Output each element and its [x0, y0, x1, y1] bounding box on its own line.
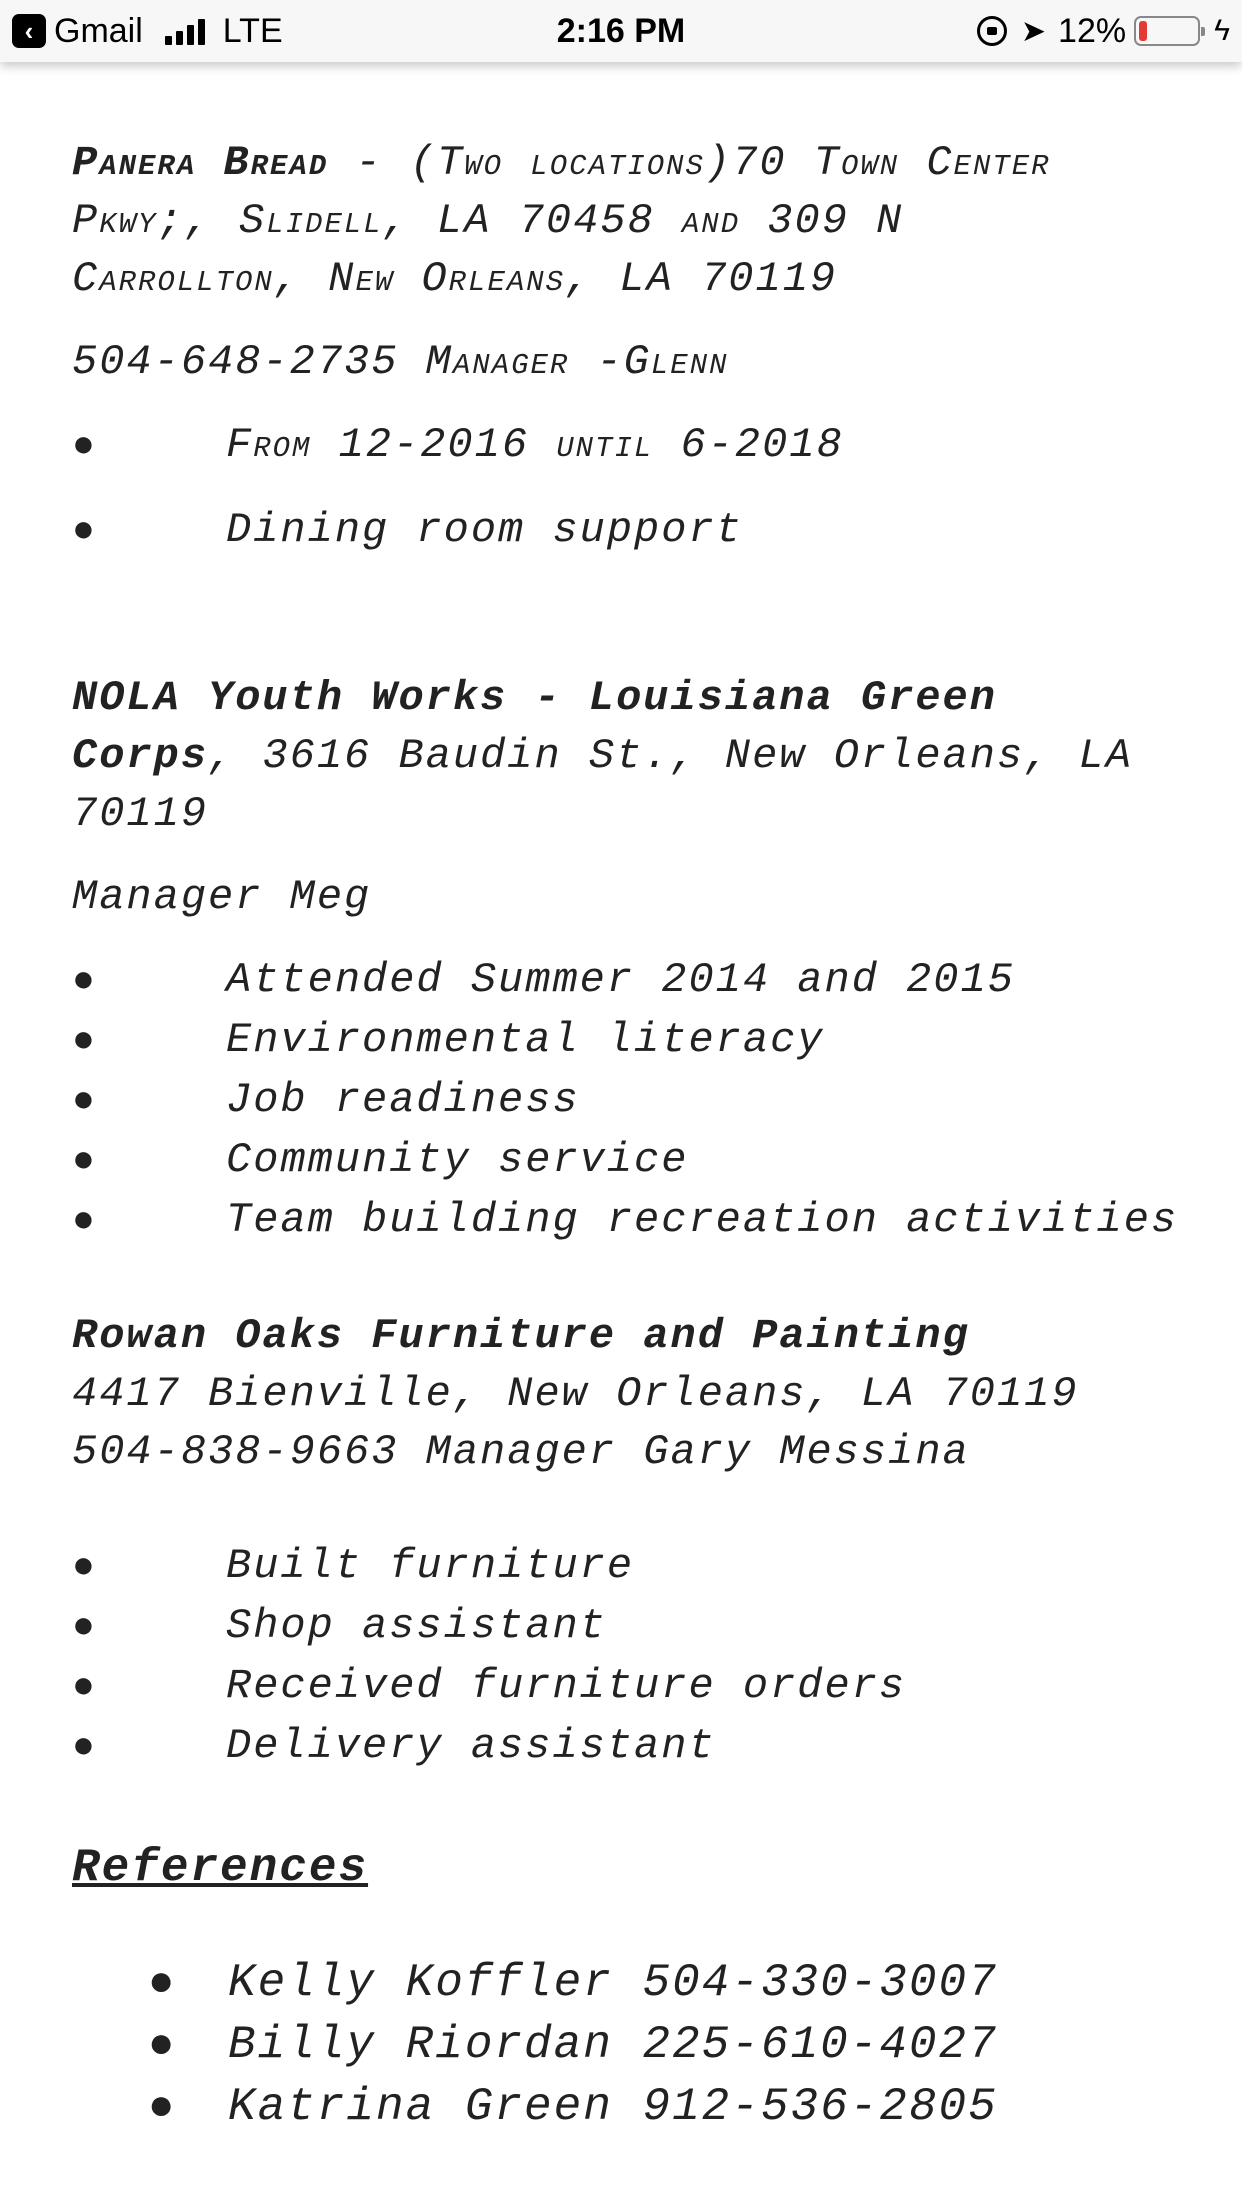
list-item: ● From 12-2016 until 6-2018 [72, 416, 1232, 476]
bullet-icon: ● [72, 1546, 97, 1589]
carrier-label: LTE [222, 11, 283, 50]
bullet-icon: ● [148, 2021, 177, 2071]
address-line: Corps, 3616 Baudin St., New Orleans, LA [72, 732, 1133, 780]
chevron-left-icon[interactable]: ‹ [12, 14, 46, 48]
bullet-icon: ● [148, 2083, 177, 2133]
bullet-icon: ● [72, 1200, 97, 1243]
bullet-icon: ● [72, 1726, 97, 1769]
address-line: 70 Town Center [732, 139, 1051, 187]
job-header [72, 134, 1232, 192]
list-item: ● Katrina Green 912-536-2805 [72, 2077, 1232, 2139]
job-duties [72, 951, 1232, 1251]
job-note: (Two locations) [409, 139, 733, 187]
job-name: Panera Bread [72, 139, 329, 187]
list-item: ● Community service [72, 1131, 1232, 1191]
job-nola-youth-works [72, 669, 1232, 1251]
job-panera [72, 134, 1232, 561]
bullet-icon: ● [72, 1140, 97, 1183]
list-item: ● Built furniture [72, 1537, 1232, 1597]
bolt-icon: ϟ [1214, 14, 1230, 47]
bullet-icon: ● [72, 1080, 97, 1123]
job-name: Rowan Oaks Furniture and Painting [72, 1312, 970, 1360]
list-item: ● Environmental literacy [72, 1011, 1232, 1071]
bullet-icon: ● [72, 960, 97, 1003]
list-item: ● Team building recreation activities [72, 1191, 1232, 1251]
address-line: 4417 Bienville, New Orleans, LA 70119 [72, 1370, 1079, 1418]
address-line: Carrollton, New Orleans, LA 70119 [72, 255, 838, 303]
clock: 2:16 PM [556, 12, 686, 50]
address-line: Pkwy;, Slidell, LA 70458 and 309 N [72, 197, 904, 245]
job-rowan-oaks [72, 1307, 1232, 1777]
back-to-app[interactable] [12, 0, 283, 62]
list-item: ● Dining room support [72, 501, 1232, 561]
resume-document [72, 62, 1232, 2139]
list-item: ● Attended Summer 2014 and 2015 [72, 951, 1232, 1011]
list-item: ● Received furniture orders [72, 1657, 1232, 1717]
battery-icon [1134, 16, 1200, 46]
bullet-icon: ● [72, 1606, 97, 1649]
signal-bars-icon [165, 17, 205, 45]
back-app-label[interactable]: Gmail [54, 11, 143, 50]
job-contact: 504-838-9663 Manager Gary Messina [72, 1428, 970, 1476]
references-list [72, 1953, 1232, 2139]
status-bar [0, 0, 1242, 62]
location-arrow-icon: ➤ [1020, 14, 1047, 48]
list-item: ● Delivery assistant [72, 1717, 1232, 1777]
status-indicators [977, 0, 1230, 62]
bullet-icon: ● [72, 425, 97, 468]
bullet-icon: ● [72, 1020, 97, 1063]
bullet-icon: ● [148, 1959, 177, 2009]
references-section [72, 1839, 1232, 2139]
section-heading: References [72, 1842, 369, 1894]
orientation-lock-icon [977, 16, 1007, 46]
job-duties [72, 1537, 1232, 1777]
job-contact: Manager Meg [72, 873, 372, 921]
job-duties [72, 416, 1232, 561]
list-item: ● Job readiness [72, 1071, 1232, 1131]
address-line: 70119 [72, 790, 209, 838]
bullet-icon: ● [72, 510, 97, 553]
battery-percent: 12% [1058, 11, 1127, 50]
list-item: ● Shop assistant [72, 1597, 1232, 1657]
job-separator: - [328, 139, 410, 187]
list-item: ● Billy Riordan 225-610-4027 [72, 2015, 1232, 2077]
job-name: NOLA Youth Works - Louisiana Green [72, 674, 997, 722]
job-contact: 504-648-2735 Manager -Glenn [72, 338, 729, 386]
bullet-icon: ● [72, 1666, 97, 1709]
list-item: ● Kelly Koffler 504-330-3007 [72, 1953, 1232, 2015]
